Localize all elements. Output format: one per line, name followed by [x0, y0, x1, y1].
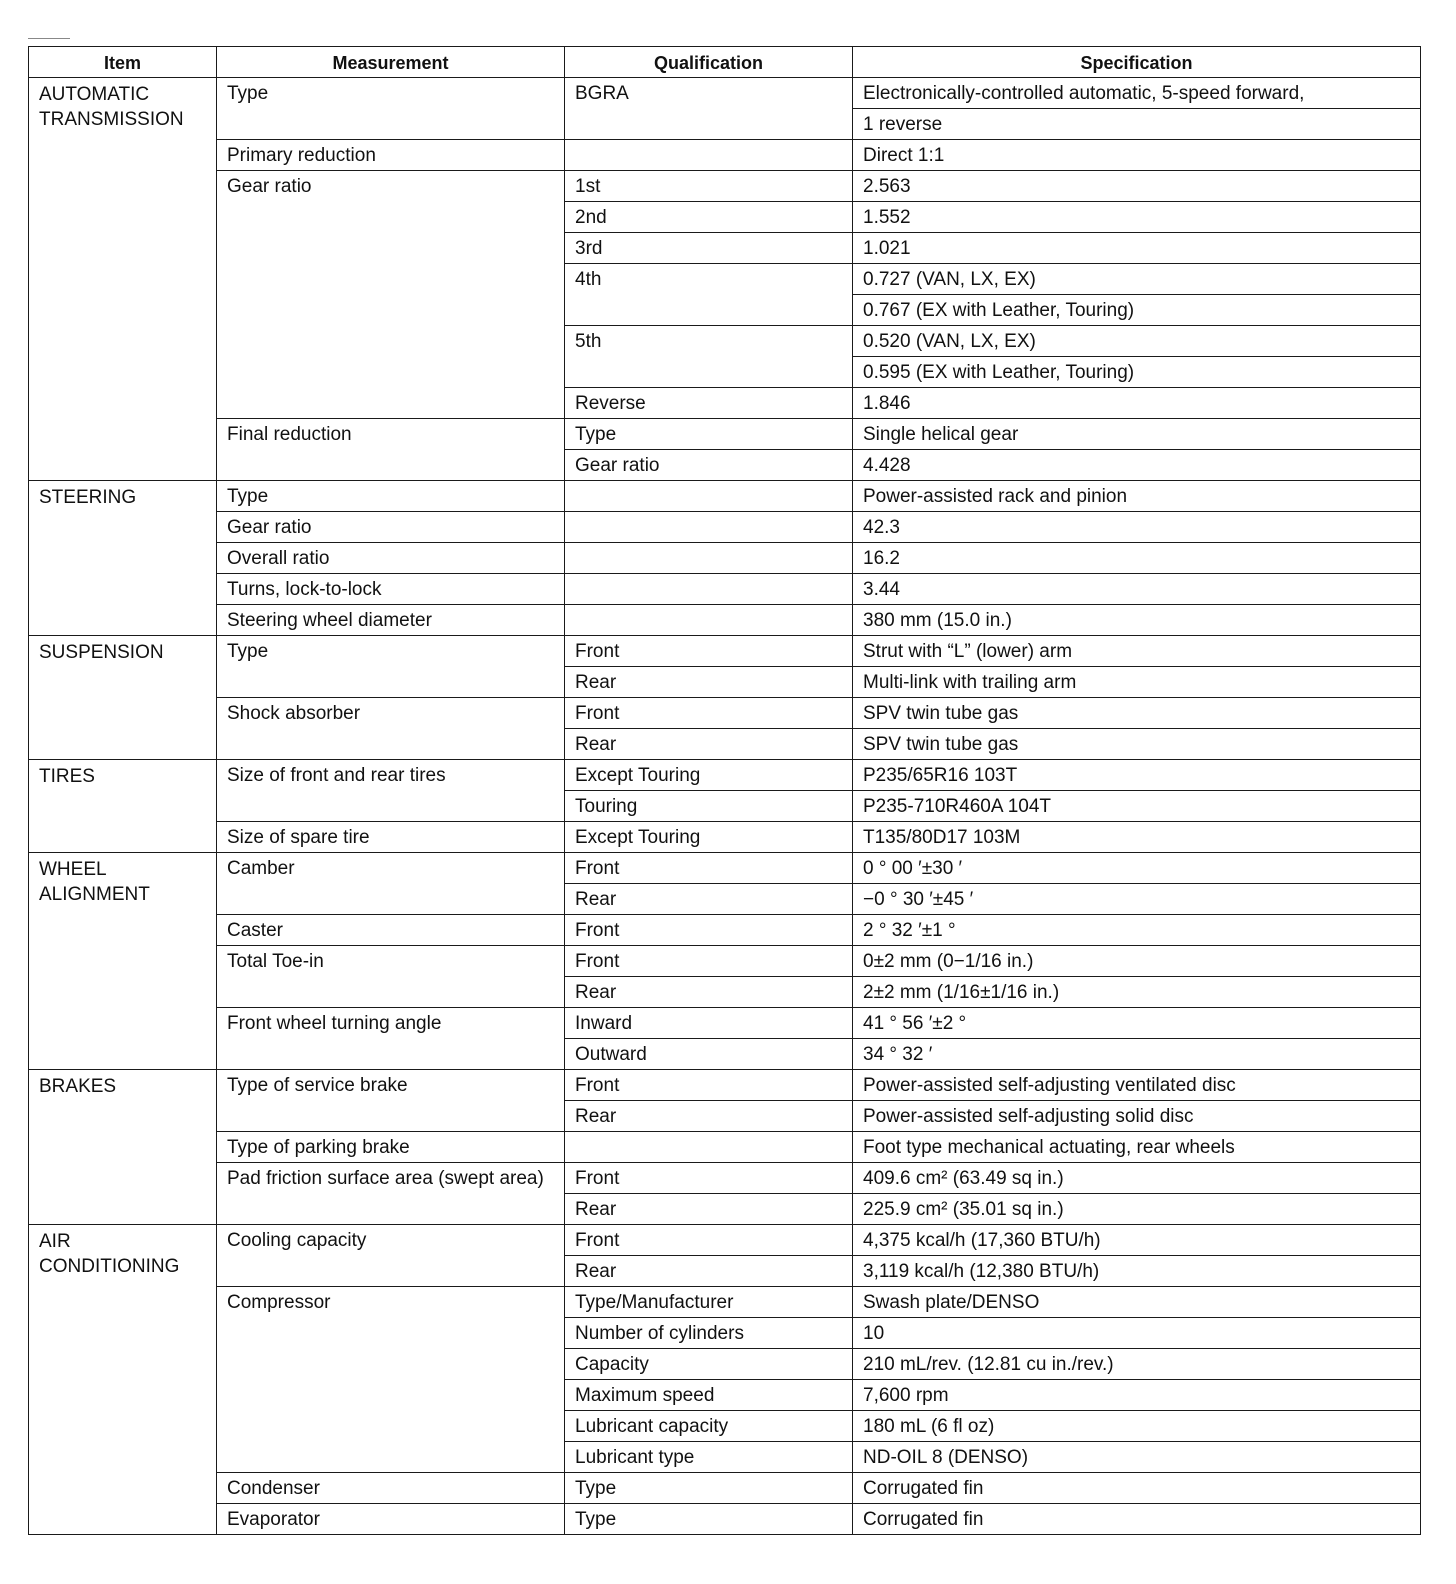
specification-cell: 4,375 kcal/h (17,360 BTU/h)	[853, 1225, 1421, 1256]
qualification-cell: Front	[565, 1070, 853, 1101]
qualification-cell	[565, 605, 853, 636]
section-item-cell: AUTOMATIC TRANSMISSION	[29, 78, 217, 481]
table-row	[29, 946, 1421, 977]
measurement-cell: Gear ratio	[217, 512, 565, 543]
qualification-cell	[565, 512, 853, 543]
section-item-cell: BRAKES	[29, 1070, 217, 1225]
table-row	[29, 1473, 1421, 1504]
qualification-cell: Outward	[565, 1039, 853, 1070]
measurement-cell: Overall ratio	[217, 543, 565, 574]
qualification-cell: Type	[565, 419, 853, 450]
table-row	[29, 1008, 1421, 1039]
specification-cell: P235/65R16 103T	[853, 760, 1421, 791]
specification-cell: 34 ° 32 ′	[853, 1039, 1421, 1070]
qualification-cell	[565, 140, 853, 171]
table-row	[29, 915, 1421, 946]
specification-cell: Direct 1:1	[853, 140, 1421, 171]
qualification-cell: 1st	[565, 171, 853, 202]
measurement-cell: Shock absorber	[217, 698, 565, 760]
qualification-cell: Front	[565, 1225, 853, 1256]
specification-cell: Electronically-controlled automatic, 5-speed forward,	[853, 78, 1421, 109]
specification-cell: SPV twin tube gas	[853, 698, 1421, 729]
specification-cell: 3.44	[853, 574, 1421, 605]
measurement-cell: Cooling capacity	[217, 1225, 565, 1287]
specification-cell: 380 mm (15.0 in.)	[853, 605, 1421, 636]
specification-cell: Multi-link with trailing arm	[853, 667, 1421, 698]
measurement-cell: Evaporator	[217, 1504, 565, 1535]
qualification-cell: Front	[565, 946, 853, 977]
table-row	[29, 171, 1421, 202]
measurement-cell: Type of service brake	[217, 1070, 565, 1132]
table-row	[29, 1132, 1421, 1163]
qualification-cell: Rear	[565, 977, 853, 1008]
specification-cell: 3,119 kcal/h (12,380 BTU/h)	[853, 1256, 1421, 1287]
table-row	[29, 822, 1421, 853]
table-row	[29, 140, 1421, 171]
specification-cell: 42.3	[853, 512, 1421, 543]
section-item-cell: STEERING	[29, 481, 217, 636]
table-row	[29, 419, 1421, 450]
specification-cell: Power-assisted self-adjusting solid disc	[853, 1101, 1421, 1132]
measurement-cell: Type of parking brake	[217, 1132, 565, 1163]
specification-cell: 0±2 mm (0−1/16 in.)	[853, 946, 1421, 977]
section-item-cell: SUSPENSION	[29, 636, 217, 760]
measurement-cell: Pad friction surface area (swept area)	[217, 1163, 565, 1225]
specification-cell: 16.2	[853, 543, 1421, 574]
table-row	[29, 78, 1421, 109]
qualification-cell: Lubricant type	[565, 1442, 853, 1473]
specification-cell: Strut with “L” (lower) arm	[853, 636, 1421, 667]
specification-cell: Corrugated fin	[853, 1473, 1421, 1504]
specification-cell: Corrugated fin	[853, 1504, 1421, 1535]
specification-cell: 2±2 mm (1/16±1/16 in.)	[853, 977, 1421, 1008]
measurement-cell: Size of front and rear tires	[217, 760, 565, 822]
qualification-cell: BGRA	[565, 78, 853, 140]
measurement-cell: Turns, lock-to-lock	[217, 574, 565, 605]
measurement-cell: Type	[217, 636, 565, 698]
qualification-cell: Rear	[565, 1256, 853, 1287]
qualification-cell: Lubricant capacity	[565, 1411, 853, 1442]
specification-cell: 180 mL (6 fl oz)	[853, 1411, 1421, 1442]
specification-cell: 1.846	[853, 388, 1421, 419]
specification-cell: 0 ° 00 ′±30 ′	[853, 853, 1421, 884]
section-item-cell: TIRES	[29, 760, 217, 853]
specification-cell: Power-assisted self-adjusting ventilated disc	[853, 1070, 1421, 1101]
qualification-cell: Reverse	[565, 388, 853, 419]
measurement-cell: Size of spare tire	[217, 822, 565, 853]
qualification-cell: Number of cylinders	[565, 1318, 853, 1349]
measurement-cell: Compressor	[217, 1287, 565, 1473]
qualification-cell: Rear	[565, 729, 853, 760]
qualification-cell: Front	[565, 915, 853, 946]
measurement-cell: Steering wheel diameter	[217, 605, 565, 636]
table-row	[29, 760, 1421, 791]
specification-cell: 41 ° 56 ′±2 °	[853, 1008, 1421, 1039]
specification-cell: T135/80D17 103M	[853, 822, 1421, 853]
section-item-cell: AIR CONDITIONING	[29, 1225, 217, 1535]
qualification-cell: Touring	[565, 791, 853, 822]
measurement-cell: Type	[217, 481, 565, 512]
qualification-cell	[565, 543, 853, 574]
qualification-cell: Front	[565, 636, 853, 667]
qualification-cell	[565, 574, 853, 605]
spec-sheet	[28, 46, 1420, 1535]
qualification-cell: Maximum speed	[565, 1380, 853, 1411]
specifications-table	[28, 46, 1421, 1535]
specification-cell: 10	[853, 1318, 1421, 1349]
header-qualification: Qualification	[565, 47, 853, 78]
qualification-cell: Rear	[565, 884, 853, 915]
specification-cell: 0.767 (EX with Leather, Touring)	[853, 295, 1421, 326]
header-specification: Specification	[853, 47, 1421, 78]
specification-cell: 1.552	[853, 202, 1421, 233]
specification-cell: 4.428	[853, 450, 1421, 481]
header-row	[29, 47, 1421, 78]
scan-mark	[28, 38, 70, 39]
table-row	[29, 1070, 1421, 1101]
measurement-cell: Type	[217, 78, 565, 140]
qualification-cell: Capacity	[565, 1349, 853, 1380]
specification-cell: 1.021	[853, 233, 1421, 264]
specification-cell: 225.9 cm² (35.01 sq in.)	[853, 1194, 1421, 1225]
table-row	[29, 605, 1421, 636]
qualification-cell: Front	[565, 698, 853, 729]
header-item: Item	[29, 47, 217, 78]
measurement-cell: Final reduction	[217, 419, 565, 481]
qualification-cell: Rear	[565, 1101, 853, 1132]
specification-cell: 0.520 (VAN, LX, EX)	[853, 326, 1421, 357]
qualification-cell: 3rd	[565, 233, 853, 264]
measurement-cell: Caster	[217, 915, 565, 946]
table-row	[29, 1504, 1421, 1535]
measurement-cell: Front wheel turning angle	[217, 1008, 565, 1070]
table-row	[29, 512, 1421, 543]
qualification-cell: Front	[565, 1163, 853, 1194]
specification-cell: Foot type mechanical actuating, rear wheels	[853, 1132, 1421, 1163]
measurement-cell: Condenser	[217, 1473, 565, 1504]
specification-cell: 210 mL/rev. (12.81 cu in./rev.)	[853, 1349, 1421, 1380]
table-row	[29, 853, 1421, 884]
qualification-cell: Type/Manufacturer	[565, 1287, 853, 1318]
table-body	[29, 78, 1421, 1535]
qualification-cell: Front	[565, 853, 853, 884]
qualification-cell: Except Touring	[565, 822, 853, 853]
qualification-cell: 5th	[565, 326, 853, 388]
specification-cell: ND-OIL 8 (DENSO)	[853, 1442, 1421, 1473]
specification-cell: −0 ° 30 ′±45 ′	[853, 884, 1421, 915]
qualification-cell: Gear ratio	[565, 450, 853, 481]
specification-cell: Power-assisted rack and pinion	[853, 481, 1421, 512]
qualification-cell: Rear	[565, 667, 853, 698]
qualification-cell: 2nd	[565, 202, 853, 233]
table-row	[29, 698, 1421, 729]
measurement-cell: Primary reduction	[217, 140, 565, 171]
specification-cell: P235-710R460A 104T	[853, 791, 1421, 822]
qualification-cell: Except Touring	[565, 760, 853, 791]
table-row	[29, 1287, 1421, 1318]
qualification-cell: Type	[565, 1504, 853, 1535]
qualification-cell: Rear	[565, 1194, 853, 1225]
header-measurement: Measurement	[217, 47, 565, 78]
table-row	[29, 636, 1421, 667]
specification-cell: 409.6 cm² (63.49 sq in.)	[853, 1163, 1421, 1194]
specification-cell: 0.595 (EX with Leather, Touring)	[853, 357, 1421, 388]
table-row	[29, 543, 1421, 574]
specification-cell: 7,600 rpm	[853, 1380, 1421, 1411]
qualification-cell	[565, 481, 853, 512]
measurement-cell: Gear ratio	[217, 171, 565, 419]
specification-cell: 2.563	[853, 171, 1421, 202]
table-row	[29, 574, 1421, 605]
qualification-cell: Type	[565, 1473, 853, 1504]
specification-cell: 1 reverse	[853, 109, 1421, 140]
qualification-cell: Inward	[565, 1008, 853, 1039]
table-row	[29, 1163, 1421, 1194]
section-item-cell: WHEEL ALIGNMENT	[29, 853, 217, 1070]
specification-cell: 2 ° 32 ′±1 °	[853, 915, 1421, 946]
table-row	[29, 481, 1421, 512]
qualification-cell: 4th	[565, 264, 853, 326]
specification-cell: 0.727 (VAN, LX, EX)	[853, 264, 1421, 295]
qualification-cell	[565, 1132, 853, 1163]
measurement-cell: Camber	[217, 853, 565, 915]
table-row	[29, 1225, 1421, 1256]
specification-cell: Single helical gear	[853, 419, 1421, 450]
specification-cell: SPV twin tube gas	[853, 729, 1421, 760]
specification-cell: Swash plate/DENSO	[853, 1287, 1421, 1318]
measurement-cell: Total Toe-in	[217, 946, 565, 1008]
